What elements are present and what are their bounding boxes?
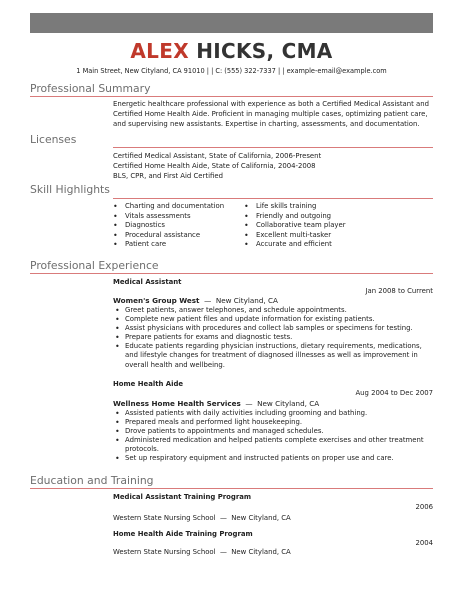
dash-separator: — (219, 514, 227, 522)
header-bar (30, 13, 433, 33)
program-year: 2006 (415, 503, 433, 511)
skill-item: • Friendly and outgoing (244, 212, 346, 222)
license-item: Certified Medical Assistant, State of California, 2006-Present (113, 152, 322, 160)
license-item: BLS, CPR, and First Aid Certified (113, 172, 223, 180)
summary-text: Energetic healthcare professional with experience as both a Certified Medical Assistant and Certified Home Health Aide. Proficient in managing multiple cases, optimizing patient care, and supervising new assistants. Expertise in charting, assessments, and documentation. (113, 100, 429, 128)
contact-line: 1 Main Street, New Cityland, CA 91010 | | C: (555) 322-7337 | | example-email@example.com (76, 67, 387, 75)
job-title: Home Health Aide (113, 380, 184, 388)
dash-separator: — (219, 548, 227, 556)
skill-item: • Life skills training (244, 202, 346, 212)
skills-column-right (244, 202, 346, 250)
license-item: Certified Home Health Aide, State of California, 2004-2008 (113, 162, 316, 170)
list-item: • Assisted patients with daily activities including grooming and bathing. (113, 409, 435, 418)
skills-column-left (113, 202, 224, 250)
job-company-line (113, 296, 278, 305)
job-company-line (113, 399, 319, 408)
job-dates: Jan 2008 to Current (365, 287, 433, 295)
list-item: • Set up respiratory equipment and instructed patients on proper use and care. (113, 454, 435, 463)
skills-rule (113, 198, 433, 199)
skill-item: • Procedural assistance (113, 231, 224, 241)
list-item: • Prepared meals and performed light housekeeping. (113, 418, 435, 427)
company-location: New Cityland, CA (215, 296, 278, 305)
job-dates: Aug 2004 to Dec 2007 (355, 389, 433, 397)
school-location: New Cityland, CA (231, 514, 291, 522)
licenses-rule (113, 147, 433, 148)
school-line (113, 548, 291, 556)
company-location: New Cityland, CA (257, 399, 320, 408)
dash-separator: — (204, 296, 212, 305)
education-heading: Education and Training (30, 474, 154, 487)
skill-item: • Vitals assessments (113, 212, 224, 222)
summary-heading: Professional Summary (30, 82, 151, 95)
job-duties-list (113, 409, 435, 464)
skill-item: • Excellent multi-tasker (244, 231, 346, 241)
list-item: • Complete new patient files and update information for existing patients. (113, 315, 435, 324)
skills-heading: Skill Highlights (30, 183, 110, 196)
job-duties-list (113, 306, 435, 370)
skill-item: • Collaborative team player (244, 221, 346, 231)
skill-item: • Patient care (113, 240, 224, 250)
skill-item: • Diagnostics (113, 221, 224, 231)
list-item: • Drove patients to appointments and managed schedules. (113, 427, 435, 436)
school-line (113, 514, 291, 522)
list-item: • Prepare patients for exams and diagnostic tests. (113, 333, 435, 342)
list-item: • Administered medication and helped patients complete exercises and other treatment protocols. (113, 436, 435, 454)
experience-rule (30, 273, 433, 274)
candidate-name (0, 39, 463, 63)
list-item: • Assist physicians with procedures and collect lab samples or specimens for testing. (113, 324, 435, 333)
job-title: Medical Assistant (113, 278, 182, 286)
summary-rule (30, 96, 433, 97)
first-name: ALEX (130, 39, 189, 63)
skill-item: • Accurate and efficient (244, 240, 346, 250)
education-rule (30, 488, 433, 489)
program-title: Home Health Aide Training Program (113, 530, 253, 538)
program-year: 2004 (415, 539, 433, 547)
licenses-heading: Licenses (30, 133, 77, 146)
licenses-list (113, 151, 435, 181)
company-name: Women's Group West (113, 296, 200, 305)
school-name: Western State Nursing School (113, 514, 216, 522)
program-title: Medical Assistant Training Program (113, 493, 252, 501)
skill-item: • Charting and documentation (113, 202, 224, 212)
last-name: HICKS, CMA (196, 39, 333, 63)
school-location: New Cityland, CA (231, 548, 291, 556)
dash-separator: — (245, 399, 253, 408)
school-name: Western State Nursing School (113, 548, 216, 556)
list-item: • Greet patients, answer telephones, and schedule appointments. (113, 306, 435, 315)
company-name: Wellness Home Health Services (113, 399, 241, 408)
experience-heading: Professional Experience (30, 259, 159, 272)
list-item: • Educate patients regarding physician instructions, dietary requirements, medications, and lifestyle changes for treatment of diagnosed illnesses as well as improvement in overall health and wellbeing. (113, 342, 435, 369)
